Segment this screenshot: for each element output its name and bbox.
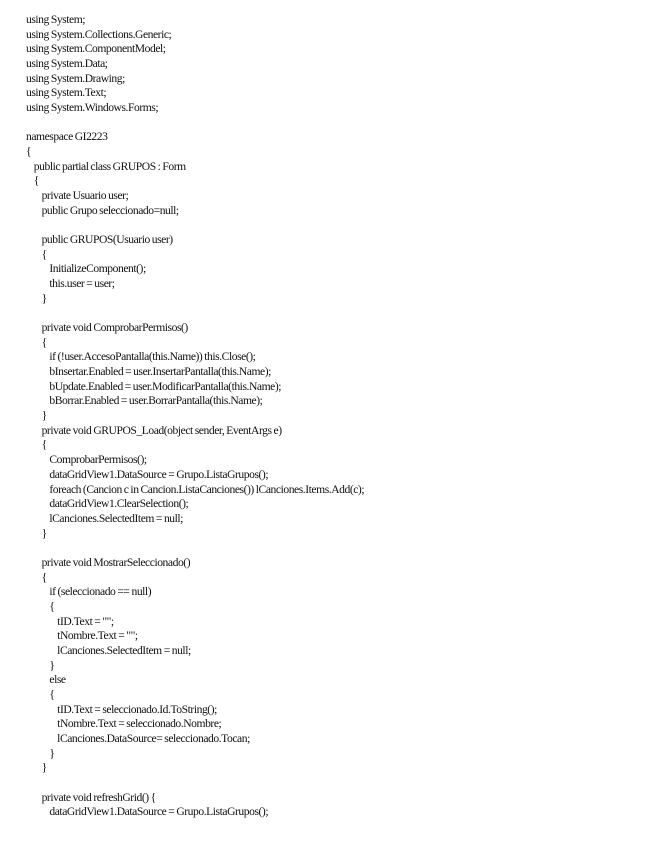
code-line: public GRUPOS(Usuario user) [26,233,173,247]
code-line: private void MostrarSeleccionado() [26,555,191,569]
code-line: dataGridView1.ClearSelection(); [26,497,189,511]
code-line: { [26,335,47,349]
code-line: ComprobarPermisos(); [26,453,147,467]
code-line: bBorrar.Enabled = user.BorrarPantalla(this.Name); [26,394,263,408]
code-line: using System.Text; [26,86,107,100]
code-line: private void refreshGrid() { [26,790,156,804]
code-line: bInsertar.Enabled = user.InsertarPantalla(this.Name); [26,365,271,379]
code-line [26,218,646,233]
code-line: InitializeComponent(); [26,262,146,276]
code-listing [26,13,646,835]
code-line: } [26,746,55,760]
code-line: dataGridView1.DataSource = Grupo.ListaGrupos(); [26,467,269,481]
code-line: } [26,409,47,423]
code-line [26,820,646,835]
code-line: { [26,174,39,188]
code-line: using System.Data; [26,57,108,71]
code-line: else [26,673,66,687]
code-line: { [26,247,47,261]
code-line: using System.Drawing; [26,71,125,85]
code-line: } [26,658,55,672]
code-line [26,541,646,556]
code-line: namespace GI2223 [26,130,108,144]
code-line: bUpdate.Enabled = user.ModificarPantalla(this.Name); [26,379,282,393]
code-line: private void ComprobarPermisos() [26,321,188,335]
code-line: } [26,526,47,540]
code-line: { [26,570,47,584]
code-line: { [26,687,55,701]
code-line [26,116,646,131]
code-line: private Usuario user; [26,189,129,203]
code-line: lCanciones.SelectedItem = null; [26,643,191,657]
code-line: } [26,761,47,775]
code-line [26,776,646,791]
code-line: if (seleccionado == null) [26,585,152,599]
code-line [26,306,646,321]
code-line: } [26,291,47,305]
code-line: lCanciones.SelectedItem = null; [26,511,183,525]
code-line: tNombre.Text = seleccionado.Nombre; [26,717,222,731]
code-line: { [26,438,47,452]
code-line: tID.Text = seleccionado.Id.ToString(); [26,702,217,716]
code-line: public partial class GRUPOS : Form [26,159,186,173]
code-line: using System.Windows.Forms; [26,101,159,115]
code-line: private void GRUPOS_Load(object sender, EventArgs e) [26,423,282,437]
code-line: using System; [26,13,86,26]
code-line: using System.Collections.Generic; [26,27,172,41]
code-line: tNombre.Text = ""; [26,629,138,643]
code-line: foreach (Cancion c in Cancion.ListaCanciones()) lCanciones.Items.Add(c); [26,482,365,496]
code-line: this.user = user; [26,277,115,291]
code-line: dataGridView1.DataSource = Grupo.ListaGrupos(); [26,805,269,819]
code-line: using System.ComponentModel; [26,42,166,56]
code-line: lCanciones.DataSource= seleccionado.Tocan; [26,731,250,745]
code-line: tID.Text = ""; [26,614,114,628]
code-line: public Grupo seleccionado=null; [26,203,179,217]
code-line: { [26,599,55,613]
code-line: if (!user.AccesoPantalla(this.Name)) this.Close(); [26,350,256,364]
code-line: { [26,145,32,159]
